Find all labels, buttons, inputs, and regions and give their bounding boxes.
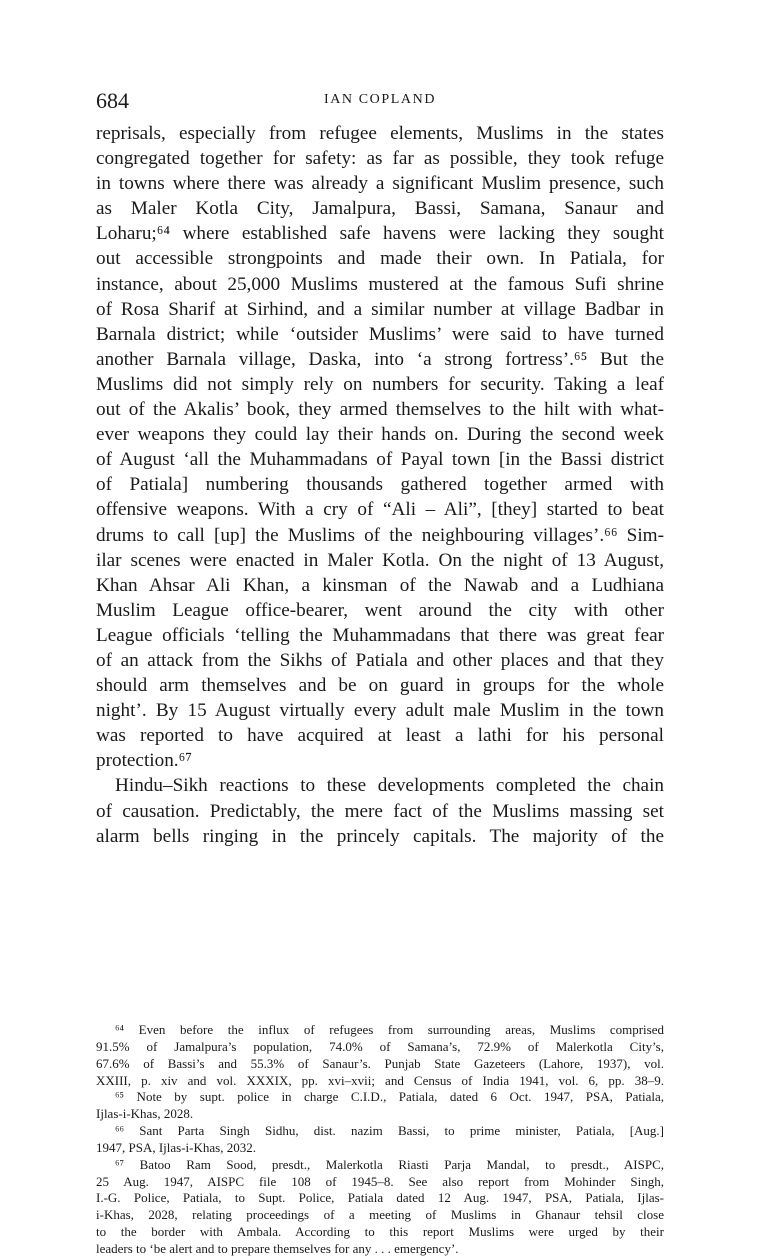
footnote-line: 25 Aug. 1947, AISPC file 108 of 1945–8. See also report from Mohinder Singh, bbox=[96, 1173, 664, 1189]
body-line: Khan Ahsar Ali Khan, a kinsman of the Nawab and a Ludhiana bbox=[96, 574, 664, 596]
body-line: of Patiala] numbering thousands gathered together armed with bbox=[96, 474, 664, 496]
body-line: alarm bells ringing in the princely capitals. The majority of the bbox=[96, 825, 664, 847]
footnote-line: ⁶⁶ Sant Parta Singh Sidhu, dist. nazim Bassi, to prime minister, Patiala, [Aug.] bbox=[115, 1123, 664, 1139]
footnote-line: leaders to ‘be alert and to prepare themselves for any . . . emergency’. bbox=[96, 1240, 459, 1256]
body-line: of Rosa Sharif at Sirhind, and a similar number at village Badbar in bbox=[96, 298, 664, 320]
body-line: another Barnala village, Daska, into ‘a strong fortress’.⁶⁵ But the bbox=[96, 348, 664, 370]
body-line: of an attack from the Sikhs of Patiala and other places and that they bbox=[96, 649, 664, 671]
footnote-line: I.-G. Police, Patiala, to Supt. Police, Patiala dated 12 Aug. 1947, PSA, Patiala, Ijlas- bbox=[96, 1190, 664, 1206]
body-line: out accessible strongpoints and made their own. In Patiala, for bbox=[96, 248, 664, 270]
body-line: Loharu;⁶⁴ where established safe havens were lacking they sought bbox=[96, 223, 664, 245]
body-line: was reported to have acquired at least a lathi for his personal bbox=[96, 725, 664, 747]
page-header bbox=[96, 88, 664, 118]
body-line: ever weapons they could lay their hands on. During the second week bbox=[96, 424, 664, 446]
footnote-line: 67.6% of Bassi’s and 55.3% of Sanaur’s. Punjab State Gazeteers (Lahore, 1937), vol. bbox=[96, 1055, 664, 1071]
footnote-line: to the border with Ambala. According to this report Muslims were urged by their bbox=[96, 1224, 664, 1240]
footnote-line: ⁶⁵ Note by supt. police in charge C.I.D., Patiala, dated 6 Oct. 1947, PSA, Patiala, bbox=[115, 1089, 664, 1105]
body-line: of causation. Predictably, the mere fact of the Muslims massing set bbox=[96, 800, 664, 822]
body-line: in towns where there was already a significant Muslim presence, such bbox=[96, 173, 664, 195]
body-line: out of the Akalis’ book, they armed themselves to the hilt with what- bbox=[96, 399, 664, 421]
body-text bbox=[96, 121, 664, 849]
body-line: League officials ‘telling the Muhammadans that there was great fear bbox=[96, 624, 664, 646]
body-line: as Maler Kotla City, Jamalpura, Bassi, Samana, Sanaur and bbox=[96, 198, 664, 220]
running-head: IAN COPLAND bbox=[323, 92, 437, 107]
footnote-line: Ijlas-i-Khas, 2028. bbox=[96, 1106, 194, 1122]
footnote-line: 1947, PSA, Ijlas-i-Khas, 2032. bbox=[96, 1139, 256, 1155]
footnote-line: ⁶⁷ Batoo Ram Sood, presdt., Malerkotla Riasti Parja Mandal, to presdt., AISPC, bbox=[115, 1156, 664, 1172]
body-line: Barnala district; while ‘outsider Muslims’ were said to have turned bbox=[96, 323, 664, 345]
body-line: offensive weapons. With a cry of “Ali – Ali”, [they] started to beat bbox=[96, 499, 664, 521]
body-line: congregated together for safety: as far as possible, they took refuge bbox=[96, 148, 664, 170]
body-line: should arm themselves and be on guard in groups for the whole bbox=[96, 675, 664, 697]
body-line: night’. By 15 August virtually every adult male Muslim in the town bbox=[96, 700, 664, 722]
body-line: Hindu–Sikh reactions to these developments completed the chain bbox=[115, 775, 664, 797]
footnote-line: i-Khas, 2028, relating proceedings of a meeting of Muslims in Ghanaur tehsil close bbox=[96, 1207, 664, 1223]
page-number: 684 bbox=[96, 88, 129, 113]
footnotes bbox=[96, 1022, 664, 1258]
footnote-line: 91.5% of Jamalpura’s population, 74.0% of Samana’s, 72.9% of Malerkotla City’s, bbox=[96, 1038, 664, 1054]
body-line: of August ‘all the Muhammadans of Payal town [in the Bassi district bbox=[96, 449, 664, 471]
body-line: drums to call [up] the Muslims of the neighbouring villages’.⁶⁶ Sim- bbox=[96, 524, 664, 546]
body-line: Muslim League office-bearer, went around the city with other bbox=[96, 599, 664, 621]
body-line: protection.⁶⁷ bbox=[96, 750, 192, 772]
body-line: ilar scenes were enacted in Maler Kotla. On the night of 13 August, bbox=[96, 549, 664, 571]
body-line: Muslims did not simply rely on numbers for security. Taking a leaf bbox=[96, 373, 664, 395]
footnote-line: XXIII, p. xiv and vol. XXXIX, pp. xvi–xvii; and Census of India 1941, vol. 6, pp. 38–9. bbox=[96, 1072, 664, 1088]
footnote-line: ⁶⁴ Even before the influx of refugees from surrounding areas, Muslims comprised bbox=[115, 1022, 664, 1037]
body-line: reprisals, especially from refugee elements, Muslims in the states bbox=[96, 123, 664, 144]
body-line: instance, about 25,000 Muslims mustered at the famous Sufi shrine bbox=[96, 273, 664, 295]
